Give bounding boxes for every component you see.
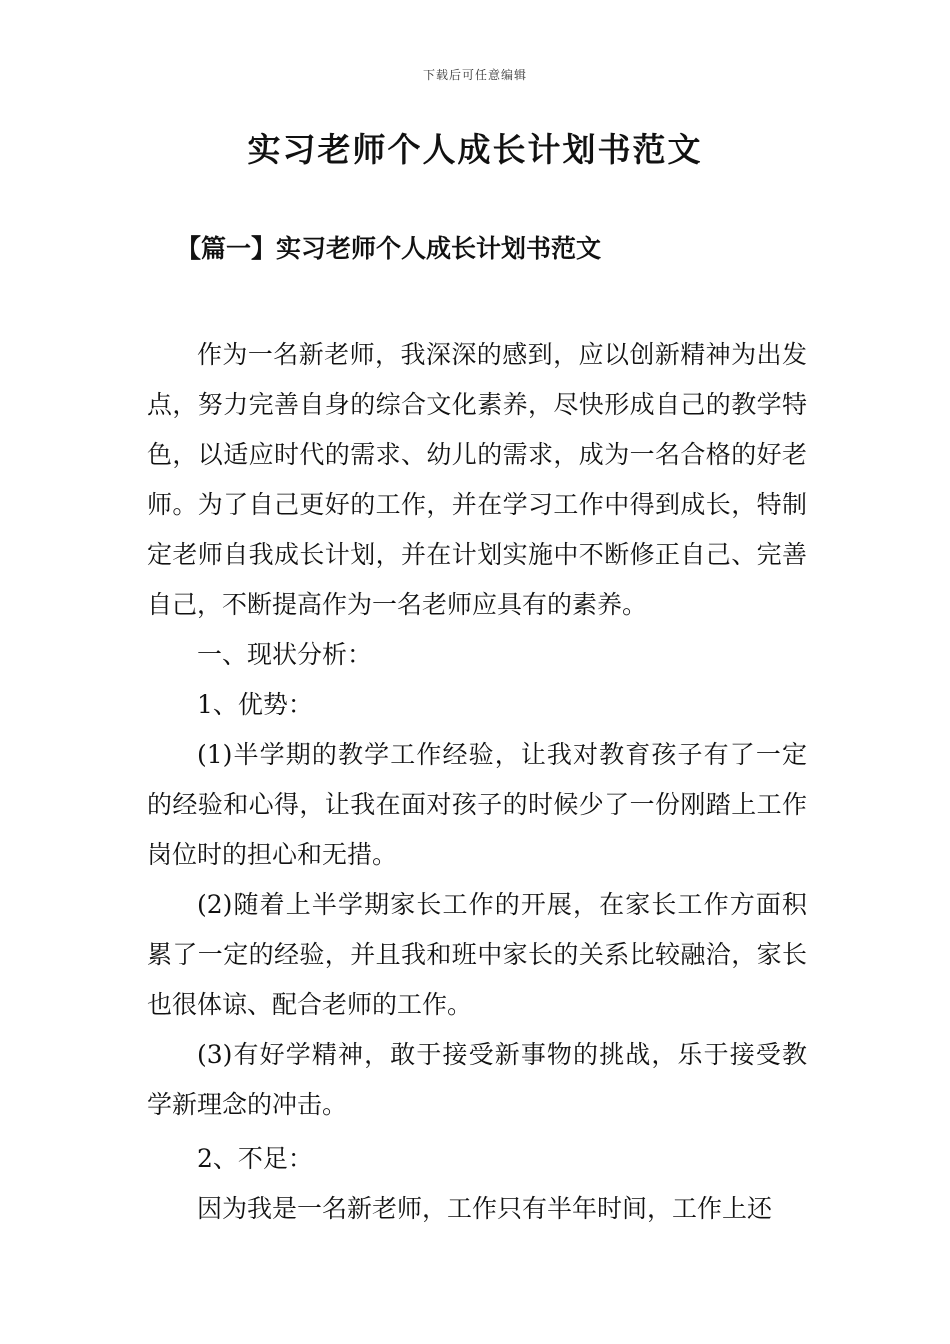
document-body (147, 330, 807, 1234)
paragraph-strengths: 1、优势： (197, 690, 313, 719)
paragraph-weakness-text: 因为我是一名新老师，工作只有半年时间，工作上还 (197, 1194, 773, 1223)
paragraph-intro: 作为一名新老师，我深深的感到，应以创新精神为出发点，努力完善自身的综合文化素养，尽快形成自己的教学特色，以适应时代的需求、幼儿的需求，成为一名合格的好老师。为了自己更好的工作，并在学习工作中得到成长，特制定老师自我成长计划，并在计划实施中不断修正自己、完善自己，不断提高作为一名老师应具有的素养。 (147, 340, 807, 619)
header-note: 下载后可任意编辑 (422, 68, 527, 82)
paragraph-weaknesses: 2、不足： (197, 1144, 313, 1173)
section-heading: 【篇一】实习老师个人成长计划书范文 (176, 234, 602, 263)
document-title: 实习老师个人成长计划书范文 (247, 130, 703, 169)
paragraph-status-analysis: 一、现状分析： (197, 640, 373, 669)
paragraph-strength-1: (1)半学期的教学工作经验，让我对教育孩子有了一定的经验和心得，让我在面对孩子的时候少了一份刚踏上工作岗位时的担心和无措。 (147, 740, 807, 869)
paragraph-strength-3: (3)有好学精神，敢于接受新事物的挑战，乐于接受教学新理念的冲击。 (147, 1040, 807, 1119)
paragraph-strength-2: (2)随着上半学期家长工作的开展，在家长工作方面积累了一定的经验，并且我和班中家长的关系比较融洽，家长也很体谅、配合老师的工作。 (147, 890, 807, 1019)
